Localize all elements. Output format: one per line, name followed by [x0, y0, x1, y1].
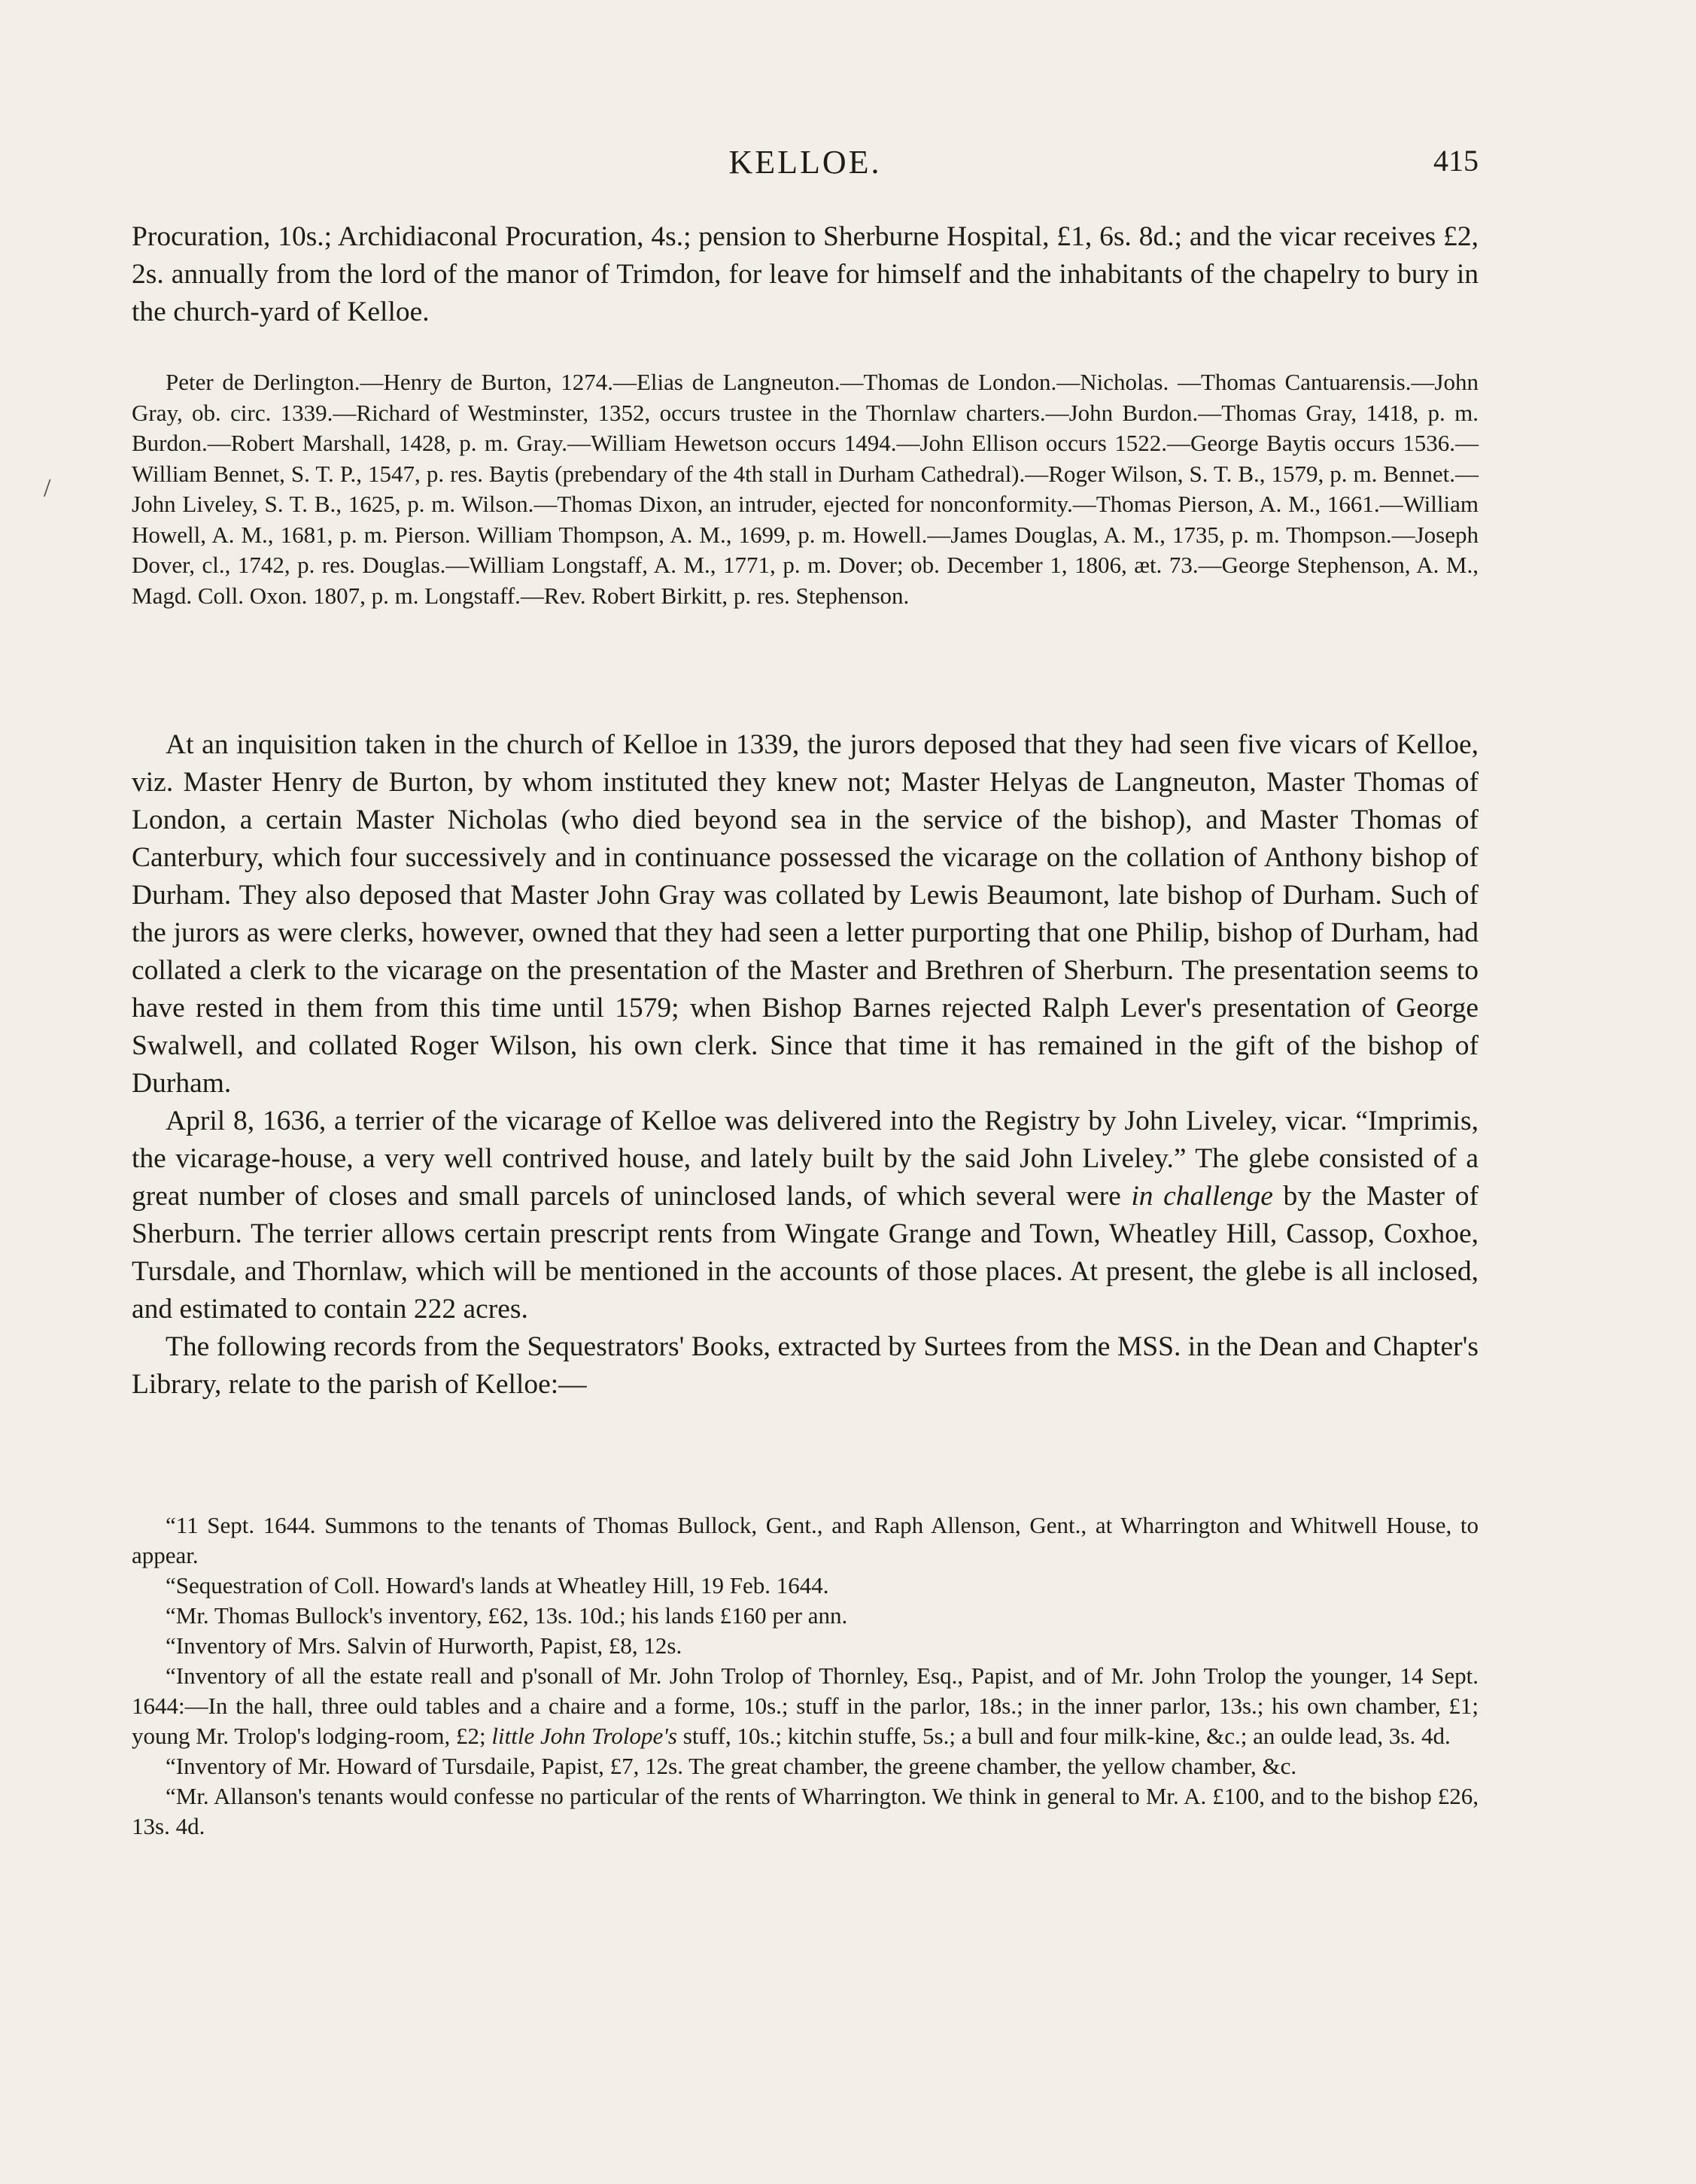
records-intro: The following records from the Sequestrators' Books, extracted by Surtees from the MSS. in the Dean and Chapter's Library, relate to the parish of Kelloe:— — [132, 1331, 1479, 1400]
intro-paragraph: Procuration, 10s.; Archidiaconal Procuration, 4s.; pension to Sherburne Hospital, £1, 6s. 8d.; and the vicar receives £2, 2s. annually from the lord of the manor of Trimdon, for leave for himself and the inhabitants of the chapelry to bury in the church-yard of Kelloe. — [132, 221, 1479, 327]
record-allanson-tenants: “Mr. Allanson's tenants would confesse no particular of the rents of Wharrington. We think in general to Mr. A. £100, and to the bishop £26, 13s. 4d. — [132, 1783, 1479, 1839]
intro-section — [132, 218, 1479, 331]
page-number: 415 — [1433, 144, 1479, 178]
record-bullock-inventory: “Mr. Thomas Bullock's inventory, £62, 13s. 10d.; his lands £160 per ann. — [166, 1602, 848, 1629]
running-title: KELLOE. — [728, 144, 882, 181]
trolop-italic: little John Trolope's — [491, 1723, 677, 1749]
terrier-text-1: April 8, 1636, a terrier of the vicarage of Kelloe was delivered into the Registry by John Liveley, vicar. “Imprimis, the vicarage-house, a very well contrived house, and lately built by the said John Liveley.” The glebe consisted of a great number of closes and small parcels of uninclosed lands, of which several were — [132, 1106, 1479, 1212]
terrier-paragraph — [132, 1103, 1479, 1328]
terrier-text-2: by the Master of Sherburn. The terrier allows certain prescript rents from Wingate Grange and Town, Wheatley Hill, Cassop, Coxhoe, Tursdale, and Thornlaw, which will be mentioned in the accounts of those places. At present, the glebe is all inclosed, and estimated to contain 222 acres. — [132, 1181, 1479, 1325]
margin-pencil-mark: / — [44, 474, 51, 502]
terrier-italic: in challenge — [1131, 1181, 1273, 1212]
inquisition-paragraph: At an inquisition taken in the church of Kelloe in 1339, the jurors deposed that they had seen five vicars of Kelloe, viz. Master Henry de Burton, by whom instituted they knew not; Master Helyas de Langneuton, Master Thomas of London, a certain Master Nicholas (who died beyond sea in the service of the bishop), and Master Thomas of Canterbury, which four successively and in continuance possessed the vicarage on the collation of Anthony bishop of Durham. They also deposed that Master John Gray was collated by Lewis Beaumont, late bishop of Durham. Such of the jurors as were clerks, however, owned that they had seen a letter purporting that one Philip, bishop of Durham, had collated a clerk to the vicarage on the presentation of the Master and Brethren of Sherburn. The presentation seems to have rested in them from this time until 1579; when Bishop Barnes rejected Ralph Lever's presentation of George Swalwell, and collated Roger Wilson, his own clerk. Since that time it has remained in the gift of the bishop of Durham. — [132, 729, 1479, 1099]
trolop-text-1: “Inventory of all the estate reall and p'sonall of Mr. John Trolop of Thornley, Esq., Papist, and of Mr. John Trolop the younger, 14 Sept. 1644:—In the hall, three ould tables and a chaire and a forme, 10s.; stuff in the parlor, 18s.; in the inner parlor, 13s.; his own chamber, £1; young Mr. Trolop's lodging-room, £2; — [132, 1662, 1479, 1749]
record-sequestration: “Sequestration of Coll. Howard's lands at Wheatley Hill, 19 Feb. 1644. — [166, 1572, 829, 1598]
vicars-section — [132, 367, 1479, 611]
main-text-section — [132, 726, 1479, 1404]
trolop-text-2: stuff, 10s.; kitchin stuffe, 5s.; a bull and four milk-kine, &c.; an oulde lead, 3s. 4d. — [677, 1723, 1451, 1749]
record-salvin-inventory: “Inventory of Mrs. Salvin of Hurworth, Papist, £8, 12s. — [166, 1632, 682, 1659]
record-summons: “11 Sept. 1644. Summons to the tenants of Thomas Bullock, Gent., and Raph Allenson, Gent., at Wharrington and Whitwell House, to appear. — [132, 1512, 1479, 1568]
records-section — [132, 1510, 1479, 1842]
record-howard-inventory: “Inventory of Mr. Howard of Tursdaile, Papist, £7, 12s. The great chamber, the greene chamber, the yellow chamber, &c. — [166, 1753, 1297, 1779]
vicars-list: Peter de Derlington.—Henry de Burton, 1274.—Elias de Langneuton.—Thomas de London.—Nicholas. —Thomas Cantuarensis.—John Gray, ob. circ. 1339.—Richard of Westminster, 1352, occurs trustee in the Thornlaw charters.—John Burdon.—Thomas Gray, 1418, p. m. Burdon.—Robert Marshall, 1428, p. m. Gray.—William Hewetson occurs 1494.—John Ellison occurs 1522.—George Baytis occurs 1536.—William Bennet, S. T. P., 1547, p. res. Baytis (prebendary of the 4th stall in Durham Cathedral).—Roger Wilson, S. T. B., 1579, p. m. Bennet.—John Liveley, S. T. B., 1625, p. m. Wilson.—Thomas Dixon, an intruder, ejected for nonconformity.—Thomas Pierson, A. M., 1661.—William Howell, A. M., 1681, p. m. Pierson. William Thompson, A. M., 1699, p. m. Howell.—James Douglas, A. M., 1735, p. m. Thompson.—Joseph Dover, cl., 1742, p. res. Douglas.—William Longstaff, A. M., 1771, p. m. Dover; ob. December 1, 1806, æt. 73.—George Stephenson, A. M., Magd. Coll. Oxon. 1807, p. m. Longstaff.—Rev. Robert Birkitt, p. res. Stephenson. — [132, 369, 1479, 609]
page-header — [132, 143, 1479, 188]
record-trolop-inventory — [132, 1661, 1479, 1751]
